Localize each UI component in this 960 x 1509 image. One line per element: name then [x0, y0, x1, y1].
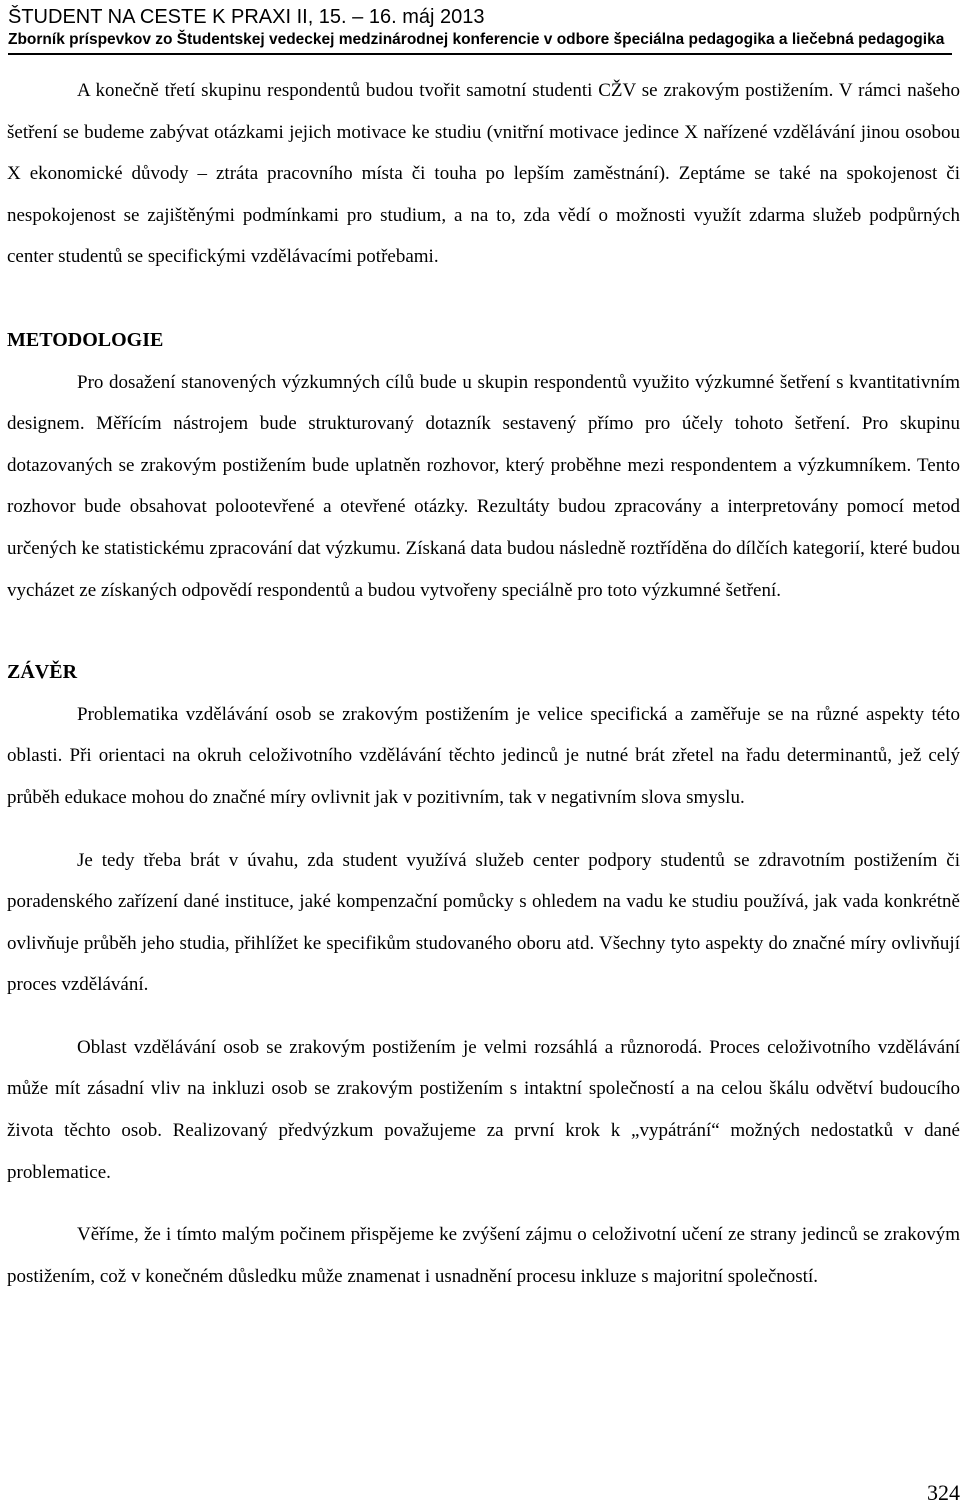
page-number: 324 [927, 1480, 960, 1505]
metodologie-heading: METODOLOGIE [7, 328, 164, 351]
zaver-paragraph-1: Problematika vzdělávání osob se zrakovým postižením je velice specifická a zaměřuje se na různé aspekty této oblasti. Při orientaci na okruh celoživotního vzdělávání těchto jedinců je nutné brát zřetel na řadu determinantů, jež celý průběh edukace mohou do značné míry ovlivnit jak v pozitivním, tak v negativním slova smyslu. [7, 703, 960, 808]
running-header [8, 4, 952, 55]
header-title: ŠTUDENT NA CESTE K PRAXI II, 15. – 16. máj 2013 [8, 6, 485, 28]
intro-paragraph: A konečně třetí skupinu respondentů budou tvořit samotní studenti CŽV se zrakovým postižením. V rámci našeho šetření se budeme zabývat otázkami jejich motivace ke studiu (vnitřní motivace jedince X nařízené vzdělávání jinou osobou X ekonomické důvody ‒ ztráta pracovního místa či touha po lepším zaměstnání). Zeptáme se také na spokojenost či nespokojenost se zajištěnými podmínkami pro studium, a na to, zda vědí o možnosti využít zdarma služeb podpůrných center studentů se specifickými vzdělávacími potřebami. [7, 80, 960, 268]
zaver-heading: ZÁVĚR [7, 661, 78, 684]
body-text [7, 70, 960, 1297]
metodologie-paragraph: Pro dosažení stanovených výzkumných cílů bude u skupin respondentů využito výzkumné šetření s kvantitativním designem. Měřícím nástrojem bude strukturovaný dotazník sestavený přímo pro účely tohoto šetření. Pro skupinu dotazovaných se zrakovým postižením bude uplatněn rozhovor, který proběhne mezi respondentem a výzkumníkem. Tento rozhovor bude obsahovat polootevřené a otevřené otázky. Rezultáty budou zpracovány a interpretovány pomocí metod určených ke statistickému zpracování dat výzkumu. Získaná data budou následně roztříděna do dílčích kategorií, které budou vycházet ze získaných odpovědí respondentů a budou vytvořeny speciálně pro toto výzkumné šetření. [7, 371, 960, 601]
zaver-paragraph-4: Věříme, že i tímto malým počinem přispějeme ke zvýšení zájmu o celoživotní učení ze strany jedinců se zrakovým postižením, což v konečném důsledku může znamenat i usnadnění procesu inkluze s majoritní společností. [7, 1224, 960, 1287]
zaver-paragraph-2: Je tedy třeba brát v úvahu, zda student využívá služeb center podpory studentů se zdravotním postižením či poradenského zařízení dané instituce, jaké kompenzační pomůcky s ohledem na vadu ke studiu používá, jak vada konkrétně ovlivňuje průběh jeho studia, přihlížet ke specifikům studovaného oboru atd. Všechny tyto aspekty do značné míry ovlivňují proces vzdělávání. [7, 849, 960, 996]
header-subtitle: Zborník príspevkov zo Študentskej vedeckej medzinárodnej konferencie v odbore špeciálna pedagogika a liečebná pedagogika [8, 31, 945, 48]
zaver-paragraph-3: Oblast vzdělávání osob se zrakovým postižením je velmi rozsáhlá a různorodá. Proces celoživotního vzdělávání může mít zásadní vliv na inkluzi osob se zrakovým postižením s intaktní společností a na celou škálu odvětví budoucího života těchto osob. Realizovaný předvýzkum považujeme za první krok k „vypátrání“ možných nedostatků v dané problematice. [7, 1036, 960, 1183]
